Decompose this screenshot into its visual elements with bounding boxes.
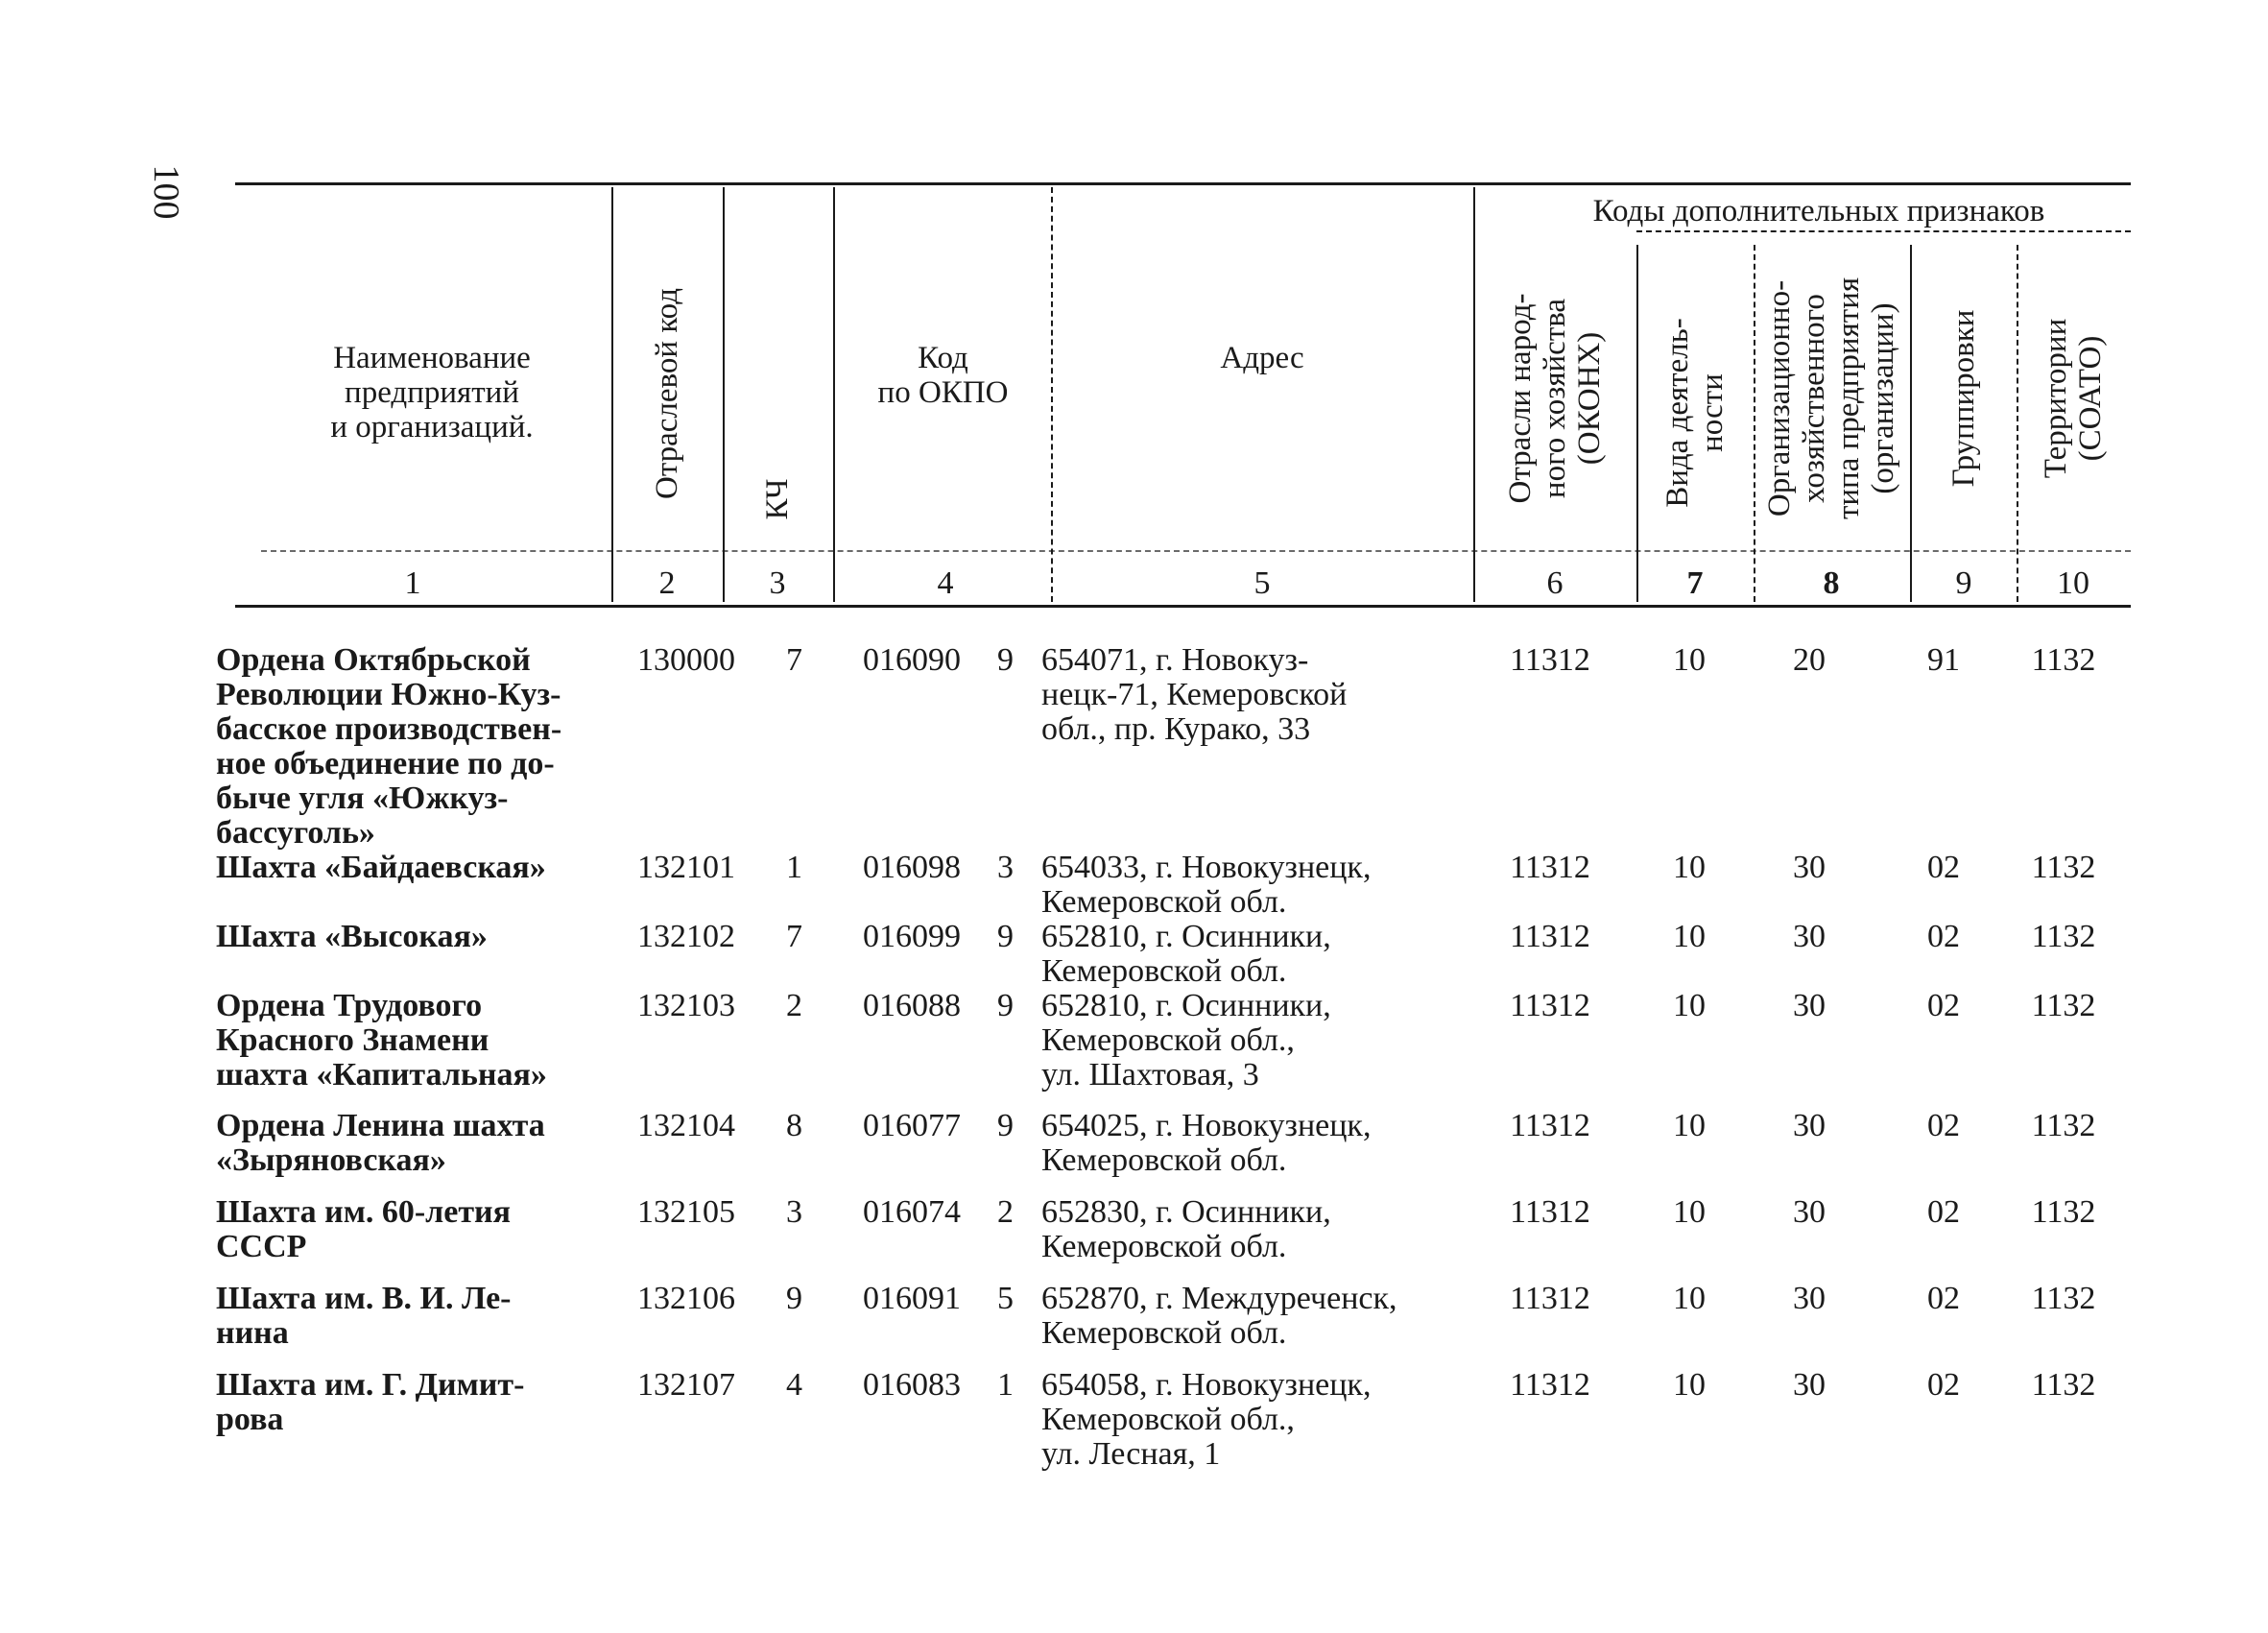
header-grouping: Группировки — [1946, 309, 1981, 488]
row-soato: 1132 — [2031, 1194, 2096, 1230]
row-name: Ордена Трудового Красного Знамени шахта «Капитальная» — [216, 988, 547, 1093]
column-number-2: 2 — [658, 565, 676, 601]
row-okpo-check: 9 — [997, 642, 1014, 678]
row-activity: 10 — [1673, 1108, 1706, 1143]
row-grouping: 02 — [1927, 1367, 1960, 1403]
row-grouping: 02 — [1927, 919, 1960, 954]
row-name: Ордена Октябрьской Революции Южно-Куз- басское производствен- ное объединение по до- быче угля «Южкуз- бассуголь» — [216, 642, 562, 851]
row-soato: 1132 — [2031, 1367, 2096, 1403]
row-okonh: 11312 — [1510, 1281, 1590, 1316]
row-okpo-check: 3 — [997, 850, 1014, 885]
row-grouping: 02 — [1927, 988, 1960, 1023]
row-kch: 7 — [786, 919, 802, 954]
row-okpo-check: 9 — [997, 988, 1014, 1023]
row-soato: 1132 — [2031, 850, 2096, 885]
row-address: 654025, г. Новокузнецк, Кемеровской обл. — [1041, 1108, 1372, 1178]
header-okpo: Код по ОКПО — [877, 341, 1009, 410]
row-kch: 8 — [786, 1108, 802, 1143]
col-divider-6 — [1636, 245, 1638, 602]
row-address: 654058, г. Новокузнецк, Кемеровской обл., ул. Лесная, 1 — [1041, 1367, 1372, 1472]
col-divider-2 — [723, 187, 725, 602]
row-okpo-check: 9 — [997, 1108, 1014, 1143]
header-okonh: Отрасли народ- ного хозяйства (ОКОНХ) — [1503, 293, 1607, 504]
row-soato: 1132 — [2031, 1281, 2096, 1316]
header-name: Наименование предприятий и организаций. — [330, 341, 534, 444]
row-name: Шахта им. В. И. Ле- нина — [216, 1281, 512, 1351]
row-soato: 1132 — [2031, 988, 2096, 1023]
row-activity: 10 — [1673, 850, 1706, 885]
row-grouping: 02 — [1927, 1281, 1960, 1316]
row-org-type: 30 — [1793, 988, 1826, 1023]
row-name: Шахта «Высокая» — [216, 919, 488, 954]
row-okpo: 016091 — [863, 1281, 961, 1316]
column-number-8: 8 — [1823, 565, 1840, 601]
row-okpo-check: 2 — [997, 1194, 1014, 1230]
column-number-10: 10 — [2057, 565, 2089, 601]
row-okpo-check: 1 — [997, 1367, 1014, 1403]
row-kch: 3 — [786, 1194, 802, 1230]
row-org-type: 30 — [1793, 1194, 1826, 1230]
row-okonh: 11312 — [1510, 1108, 1590, 1143]
page-number: 100 — [146, 164, 186, 220]
row-branch-code: 132107 — [637, 1367, 735, 1403]
row-kch: 2 — [786, 988, 802, 1023]
row-branch-code: 132101 — [637, 850, 735, 885]
row-okonh: 11312 — [1510, 919, 1590, 954]
row-soato: 1132 — [2031, 919, 2096, 954]
row-okonh: 11312 — [1510, 988, 1590, 1023]
row-okpo: 016083 — [863, 1367, 961, 1403]
header-org-type: Организационно- хозяйственного типа предприятия (организации) — [1762, 276, 1900, 520]
row-grouping: 02 — [1927, 1108, 1960, 1143]
row-org-type: 30 — [1793, 1281, 1826, 1316]
row-grouping: 91 — [1927, 642, 1960, 678]
row-okpo: 016088 — [863, 988, 961, 1023]
row-grouping: 02 — [1927, 1194, 1960, 1230]
row-org-type: 30 — [1793, 919, 1826, 954]
header-address: Адрес — [1220, 341, 1304, 375]
row-okpo: 016099 — [863, 919, 961, 954]
row-org-type: 30 — [1793, 850, 1826, 885]
header-soato: Территории (СОАТО) — [2039, 318, 2108, 479]
col-divider-8 — [1910, 245, 1912, 602]
row-kch: 7 — [786, 642, 802, 678]
row-kch: 1 — [786, 850, 802, 885]
row-name: Шахта им. 60-летия СССР — [216, 1194, 512, 1264]
row-okpo-check: 9 — [997, 919, 1014, 954]
column-number-4: 4 — [937, 565, 954, 601]
row-activity: 10 — [1673, 1367, 1706, 1403]
row-branch-code: 132103 — [637, 988, 735, 1023]
row-address: 654071, г. Новокуз- нецк-71, Кемеровской обл., пр. Курако, 33 — [1041, 642, 1348, 747]
row-branch-code: 130000 — [637, 642, 735, 678]
table-top-rule — [235, 182, 2131, 185]
column-number-9: 9 — [1955, 565, 1972, 601]
row-name: Ордена Ленина шахта «Зыряновская» — [216, 1108, 545, 1178]
col-divider-3 — [833, 187, 835, 602]
row-okpo: 016074 — [863, 1194, 961, 1230]
row-address: 652830, г. Осинники, Кемеровской обл. — [1041, 1194, 1331, 1264]
row-soato: 1132 — [2031, 1108, 2096, 1143]
row-kch: 4 — [786, 1367, 802, 1403]
row-branch-code: 132105 — [637, 1194, 735, 1230]
column-number-7: 7 — [1686, 565, 1704, 601]
row-okpo: 016077 — [863, 1108, 961, 1143]
col-divider-5 — [1473, 187, 1475, 602]
row-org-type: 20 — [1793, 642, 1826, 678]
row-activity: 10 — [1673, 642, 1706, 678]
row-okonh: 11312 — [1510, 850, 1590, 885]
row-grouping: 02 — [1927, 850, 1960, 885]
header-kch: КЧ — [760, 478, 795, 520]
row-address: 652810, г. Осинники, Кемеровской обл., ул. Шахтовая, 3 — [1041, 988, 1331, 1093]
row-okpo: 016098 — [863, 850, 961, 885]
row-kch: 9 — [786, 1281, 802, 1316]
header-group-title: Коды дополнительных признаков — [1592, 194, 2045, 228]
row-okpo-check: 5 — [997, 1281, 1014, 1316]
row-branch-code: 132106 — [637, 1281, 735, 1316]
row-activity: 10 — [1673, 1194, 1706, 1230]
col-divider-1 — [611, 187, 613, 602]
row-branch-code: 132104 — [637, 1108, 735, 1143]
row-org-type: 30 — [1793, 1108, 1826, 1143]
row-name: Шахта «Байдаевская» — [216, 850, 546, 885]
row-org-type: 30 — [1793, 1367, 1826, 1403]
group-header-rule — [1636, 230, 2131, 232]
row-soato: 1132 — [2031, 642, 2096, 678]
row-activity: 10 — [1673, 988, 1706, 1023]
row-activity: 10 — [1673, 1281, 1706, 1316]
col-divider-7 — [1754, 245, 1755, 602]
column-number-1: 1 — [404, 565, 421, 601]
header-branch-code: Отраслевой код — [650, 287, 684, 500]
col-divider-4 — [1051, 187, 1053, 602]
column-number-5: 5 — [1253, 565, 1271, 601]
column-number-3: 3 — [769, 565, 786, 601]
row-address: 652810, г. Осинники, Кемеровской обл. — [1041, 919, 1331, 989]
table-header-bottom-rule — [235, 605, 2131, 608]
row-okonh: 11312 — [1510, 642, 1590, 678]
row-activity: 10 — [1673, 919, 1706, 954]
column-number-6: 6 — [1546, 565, 1564, 601]
header-number-separator — [261, 550, 2131, 552]
row-okonh: 11312 — [1510, 1367, 1590, 1403]
header-activity: Вида деятель- ности — [1660, 318, 1730, 508]
row-name: Шахта им. Г. Димит- рова — [216, 1367, 525, 1437]
row-okonh: 11312 — [1510, 1194, 1590, 1230]
row-branch-code: 132102 — [637, 919, 735, 954]
row-okpo: 016090 — [863, 642, 961, 678]
col-divider-9 — [2017, 245, 2018, 602]
row-address: 652870, г. Междуреченск, Кемеровской обл. — [1041, 1281, 1397, 1351]
row-address: 654033, г. Новокузнецк, Кемеровской обл. — [1041, 850, 1372, 920]
